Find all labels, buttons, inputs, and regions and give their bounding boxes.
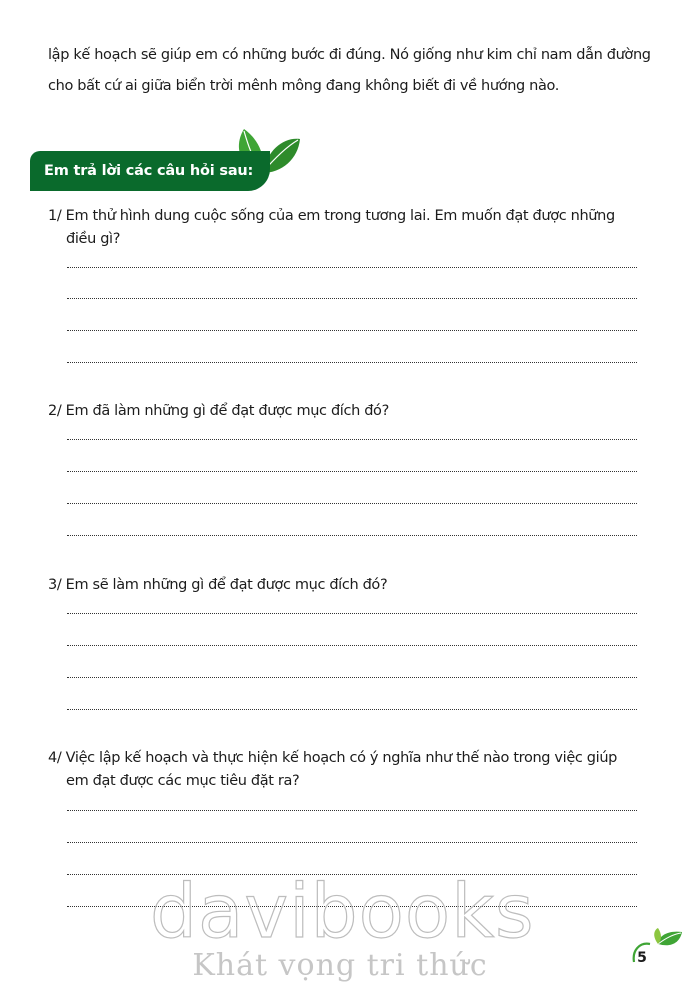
intro-paragraph (48, 40, 668, 102)
watermark (150, 869, 535, 984)
answer-line[interactable] (67, 535, 637, 536)
answer-line[interactable] (67, 842, 637, 843)
answer-line[interactable] (67, 709, 637, 710)
answer-line[interactable] (67, 906, 637, 907)
question-1-line-2: điều gì? (66, 231, 121, 247)
answer-line[interactable] (67, 503, 637, 504)
answer-line[interactable] (67, 330, 637, 331)
answer-line[interactable] (67, 362, 637, 363)
question-3 (48, 574, 668, 597)
watermark-tagline: Khát vọng tri thức (192, 948, 488, 983)
answer-line[interactable] (67, 810, 637, 811)
question-4-line-1: 4/ Việc lập kế hoạch và thực hiện kế hoạch có ý nghĩa như thế nào trong việc giúp (48, 750, 618, 766)
question-2-line-1: 2/ Em đã làm những gì để đạt được mục đích đó? (48, 403, 389, 419)
answer-line[interactable] (67, 267, 637, 268)
question-4 (48, 747, 668, 793)
answer-line[interactable] (67, 471, 637, 472)
answer-line[interactable] (67, 645, 637, 646)
answer-line[interactable] (67, 439, 637, 440)
page-number: 5 (637, 950, 647, 966)
question-1 (48, 205, 668, 251)
answer-line[interactable] (67, 613, 637, 614)
answer-line[interactable] (67, 298, 637, 299)
question-2 (48, 400, 668, 423)
question-4-line-2: em đạt được các mục tiêu đặt ra? (66, 773, 300, 789)
question-1-line-1: 1/ Em thử hình dung cuộc sống của em trong tương lai. Em muốn đạt được những (48, 208, 615, 224)
answer-line[interactable] (67, 677, 637, 678)
watermark-brand: davibooks (150, 869, 535, 955)
question-3-line-1: 3/ Em sẽ làm những gì để đạt được mục đích đó? (48, 577, 388, 593)
section-banner: Em trả lời các câu hỏi sau: (30, 151, 270, 191)
intro-line-1: lập kế hoạch sẽ giúp em có những bước đi đúng. Nó giống như kim chỉ nam dẫn đường (48, 47, 651, 63)
answer-line[interactable] (67, 874, 637, 875)
intro-line-2: cho bất cứ ai giữa biển trời mênh mông đang không biết đi về hướng nào. (48, 78, 560, 94)
